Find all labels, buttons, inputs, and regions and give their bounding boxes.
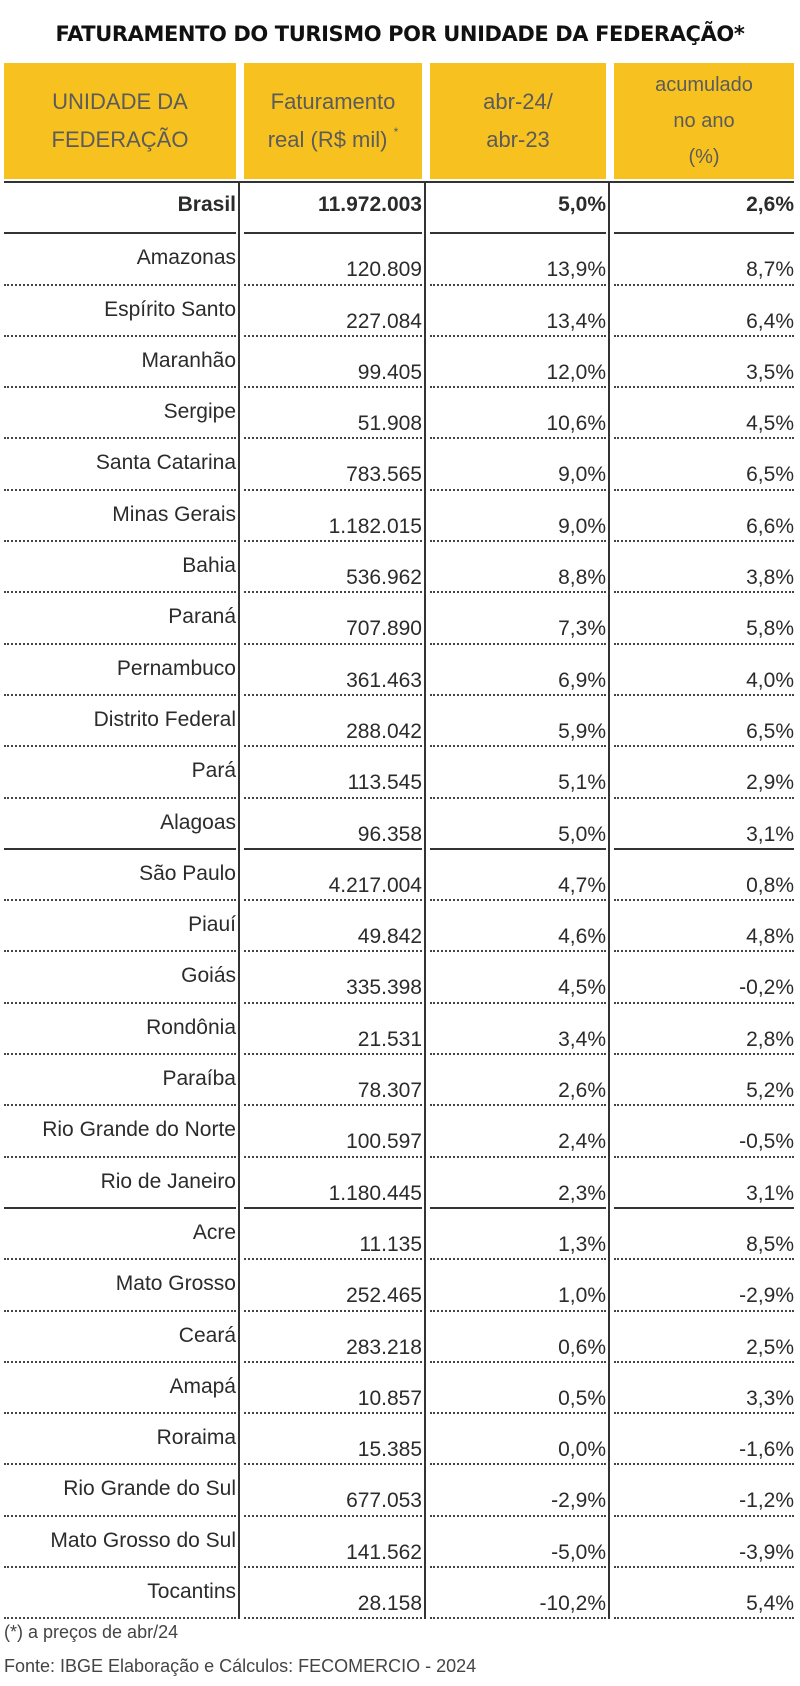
column-divider: [238, 183, 240, 1619]
table-title: FATURAMENTO DO TURISMO POR UNIDADE DA FEDERAÇÃO*: [55, 22, 745, 46]
cell-variacao: 0,6%: [430, 1312, 606, 1363]
cell-variacao: 7,3%: [430, 593, 606, 644]
cell-acumulado: 6,5%: [614, 439, 794, 490]
cell-unidade: Roraima: [4, 1414, 236, 1465]
cell-unidade: Pernambuco: [4, 645, 236, 696]
cell-unidade: Brasil: [4, 183, 236, 234]
cell-faturamento: 10.857: [244, 1363, 422, 1414]
cell-acumulado: 2,6%: [614, 183, 794, 234]
cell-acumulado: 6,4%: [614, 286, 794, 337]
cell-faturamento: 120.809: [244, 234, 422, 285]
table-row: [0, 1414, 800, 1465]
cell-acumulado: -0,2%: [614, 952, 794, 1003]
cell-acumulado: 2,5%: [614, 1312, 794, 1363]
cell-acumulado: 3,1%: [614, 799, 794, 850]
cell-acumulado: 3,1%: [614, 1158, 794, 1209]
cell-faturamento: 536.962: [244, 542, 422, 593]
table-row: [0, 593, 800, 644]
cell-acumulado: -1,6%: [614, 1414, 794, 1465]
cell-unidade: Piauí: [4, 901, 236, 952]
cell-variacao: 2,3%: [430, 1158, 606, 1209]
cell-variacao: 9,0%: [430, 439, 606, 490]
table-row: [0, 1312, 800, 1363]
cell-faturamento: 49.842: [244, 901, 422, 952]
table-row: [0, 901, 800, 952]
header-faturamento: [244, 63, 422, 179]
source-note: Fonte: IBGE Elaboração e Cálculos: FECOMERCIO - 2024: [4, 1656, 477, 1676]
cell-acumulado: 8,5%: [614, 1209, 794, 1260]
table-row: [0, 645, 800, 696]
cell-unidade: Sergipe: [4, 388, 236, 439]
cell-acumulado: -3,9%: [614, 1517, 794, 1568]
cell-acumulado: 3,3%: [614, 1363, 794, 1414]
cell-variacao: 5,0%: [430, 183, 606, 234]
cell-acumulado: 6,5%: [614, 696, 794, 747]
column-divider: [608, 183, 610, 1619]
cell-variacao: 0,0%: [430, 1414, 606, 1465]
table-row: [0, 1055, 800, 1106]
cell-unidade: Bahia: [4, 542, 236, 593]
cell-variacao: 5,1%: [430, 747, 606, 798]
header-variacao-mensal: [430, 63, 606, 179]
cell-faturamento: 28.158: [244, 1568, 422, 1619]
table-row: [0, 1158, 800, 1209]
cell-unidade: Mato Grosso: [4, 1260, 236, 1311]
cell-variacao: 3,4%: [430, 1004, 606, 1055]
cell-variacao: 9,0%: [430, 491, 606, 542]
cell-faturamento: 113.545: [244, 747, 422, 798]
table-row: [0, 850, 800, 901]
cell-unidade: Rio Grande do Sul: [4, 1465, 236, 1516]
cell-acumulado: 5,8%: [614, 593, 794, 644]
cell-variacao: 0,5%: [430, 1363, 606, 1414]
cell-variacao: 2,4%: [430, 1106, 606, 1157]
cell-acumulado: -0,5%: [614, 1106, 794, 1157]
table-row: [0, 1465, 800, 1516]
table-row: [0, 1260, 800, 1311]
cell-unidade: Espírito Santo: [4, 286, 236, 337]
header-line: (%): [688, 146, 720, 168]
cell-unidade: Ceará: [4, 1312, 236, 1363]
cell-faturamento: 15.385: [244, 1414, 422, 1465]
cell-variacao: 13,9%: [430, 234, 606, 285]
cell-unidade: Pará: [4, 747, 236, 798]
header-line: no ano: [673, 110, 735, 132]
cell-faturamento: 21.531: [244, 1004, 422, 1055]
cell-variacao: 6,9%: [430, 645, 606, 696]
cell-faturamento: 252.465: [244, 1260, 422, 1311]
table-row: [0, 337, 800, 388]
header-line: FEDERAÇÃO: [51, 127, 189, 152]
cell-variacao: 8,8%: [430, 542, 606, 593]
cell-variacao: 5,9%: [430, 696, 606, 747]
cell-variacao: -2,9%: [430, 1465, 606, 1516]
header-line-text: real (R$ mil): [267, 127, 388, 152]
table-row: [0, 286, 800, 337]
cell-faturamento: 78.307: [244, 1055, 422, 1106]
cell-unidade: Tocantins: [4, 1568, 236, 1619]
cell-unidade: Paraíba: [4, 1055, 236, 1106]
header-line: acumulado: [655, 74, 753, 96]
cell-unidade: Maranhão: [4, 337, 236, 388]
table-row: [0, 1363, 800, 1414]
table-row: [0, 439, 800, 490]
cell-faturamento: 141.562: [244, 1517, 422, 1568]
cell-acumulado: 2,8%: [614, 1004, 794, 1055]
cell-acumulado: 4,5%: [614, 388, 794, 439]
cell-variacao: 13,4%: [430, 286, 606, 337]
cell-faturamento: 1.182.015: [244, 491, 422, 542]
cell-acumulado: 3,5%: [614, 337, 794, 388]
cell-variacao: 1,3%: [430, 1209, 606, 1260]
cell-variacao: -10,2%: [430, 1568, 606, 1619]
cell-acumulado: 5,2%: [614, 1055, 794, 1106]
footnote-mark: *: [393, 125, 399, 139]
cell-acumulado: 4,0%: [614, 645, 794, 696]
table-row: [0, 1517, 800, 1568]
cell-faturamento: 96.358: [244, 799, 422, 850]
cell-faturamento: 707.890: [244, 593, 422, 644]
cell-faturamento: 99.405: [244, 337, 422, 388]
table-row: [0, 234, 800, 285]
table-header: [0, 63, 800, 179]
header-line: UNIDADE DA: [52, 89, 188, 114]
cell-acumulado: -2,9%: [614, 1260, 794, 1311]
cell-unidade: Rio Grande do Norte: [4, 1106, 236, 1157]
header-line: abr-24/: [483, 89, 553, 114]
cell-faturamento: 11.972.003: [244, 183, 422, 234]
cell-unidade: Santa Catarina: [4, 439, 236, 490]
cell-faturamento: 783.565: [244, 439, 422, 490]
header-unidade-federacao: [4, 63, 236, 179]
cell-variacao: 2,6%: [430, 1055, 606, 1106]
cell-acumulado: 0,8%: [614, 850, 794, 901]
cell-acumulado: 2,9%: [614, 747, 794, 798]
cell-faturamento: 51.908: [244, 388, 422, 439]
cell-faturamento: 335.398: [244, 952, 422, 1003]
table-row: [0, 1106, 800, 1157]
table-row: [0, 542, 800, 593]
table-row: [0, 388, 800, 439]
cell-faturamento: 11.135: [244, 1209, 422, 1260]
cell-unidade: Minas Gerais: [4, 491, 236, 542]
cell-acumulado: 3,8%: [614, 542, 794, 593]
table-row: [0, 747, 800, 798]
cell-acumulado: 4,8%: [614, 901, 794, 952]
table-row: [0, 952, 800, 1003]
cell-variacao: 5,0%: [430, 799, 606, 850]
cell-variacao: 4,7%: [430, 850, 606, 901]
cell-variacao: 12,0%: [430, 337, 606, 388]
table-row: [0, 1004, 800, 1055]
header-line: abr-23: [486, 127, 550, 152]
cell-unidade: Distrito Federal: [4, 696, 236, 747]
cell-faturamento: 227.084: [244, 286, 422, 337]
cell-unidade: Rio de Janeiro: [4, 1158, 236, 1209]
table-body: [0, 183, 800, 1619]
cell-variacao: 4,6%: [430, 901, 606, 952]
cell-unidade: Rondônia: [4, 1004, 236, 1055]
cell-variacao: 10,6%: [430, 388, 606, 439]
table-row: [0, 1209, 800, 1260]
cell-unidade: Paraná: [4, 593, 236, 644]
cell-acumulado: 5,4%: [614, 1568, 794, 1619]
cell-faturamento: 677.053: [244, 1465, 422, 1516]
cell-unidade: Amazonas: [4, 234, 236, 285]
table-row: [0, 696, 800, 747]
cell-unidade: Mato Grosso do Sul: [4, 1517, 236, 1568]
cell-faturamento: 1.180.445: [244, 1158, 422, 1209]
cell-faturamento: 283.218: [244, 1312, 422, 1363]
cell-variacao: 4,5%: [430, 952, 606, 1003]
cell-unidade: Alagoas: [4, 799, 236, 850]
cell-unidade: São Paulo: [4, 850, 236, 901]
table-row-total: [0, 183, 800, 234]
cell-acumulado: 6,6%: [614, 491, 794, 542]
table-row: [0, 491, 800, 542]
cell-variacao: -5,0%: [430, 1517, 606, 1568]
cell-acumulado: 8,7%: [614, 234, 794, 285]
cell-faturamento: 288.042: [244, 696, 422, 747]
header-acumulado-ano: [614, 63, 794, 179]
cell-unidade: Acre: [4, 1209, 236, 1260]
table-row: [0, 799, 800, 850]
header-line: Faturamento: [270, 89, 396, 114]
cell-faturamento: 100.597: [244, 1106, 422, 1157]
cell-acumulado: -1,2%: [614, 1465, 794, 1516]
cell-faturamento: 4.217.004: [244, 850, 422, 901]
cell-variacao: 1,0%: [430, 1260, 606, 1311]
header-line: [268, 121, 399, 159]
cell-faturamento: 361.463: [244, 645, 422, 696]
cell-unidade: Goiás: [4, 952, 236, 1003]
footnote: (*) a preços de abr/24: [4, 1622, 179, 1642]
table-row: [0, 1568, 800, 1619]
cell-unidade: Amapá: [4, 1363, 236, 1414]
column-divider: [424, 183, 426, 1619]
